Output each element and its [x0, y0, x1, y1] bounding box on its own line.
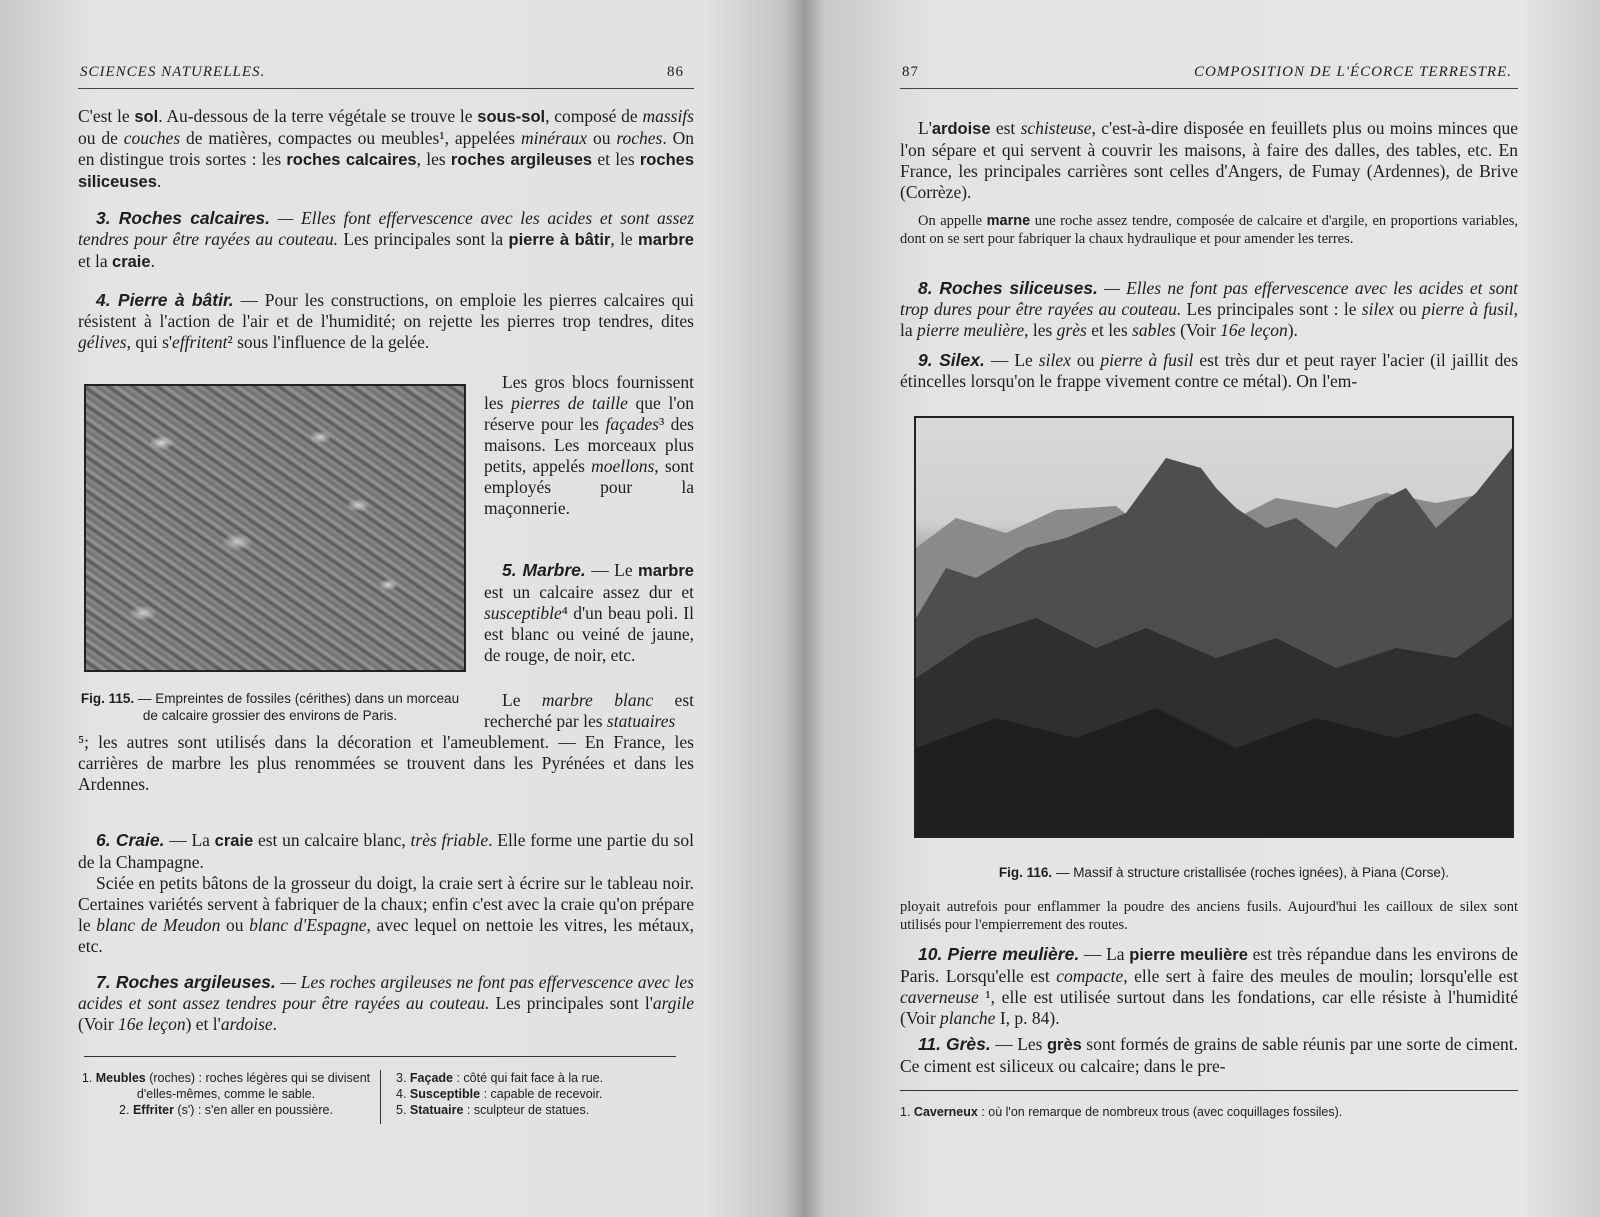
- section-gres: 11. Grès. — Les grès sont formés de grains de sable réunis par une sorte de ciment. Ce ciment est siliceux ou calcaire; dans le pre-: [900, 1034, 1518, 1076]
- running-head-title: COMPOSITION DE L'ÉCORCE TERRESTRE.: [1193, 64, 1512, 80]
- section-pierre-a-batir: 4. Pierre à bâtir. — Pour les constructions, on emploie les pierres calcaires qui résistent à l'action de l'air et de l'humidité; on rejette les pierres trop tendres, dites gélives, qui s'effritent² sous l'influence de la gelée.: [78, 290, 694, 352]
- section-heading: 8. Roches siliceuses.: [918, 278, 1098, 298]
- section-heading: 9. Silex.: [918, 350, 985, 370]
- intro-paragraph: C'est le sol. Au-dessous de la terre végétale se trouve le sous-sol, composé de massifs ou de couches de matières, compactes ou meubles¹, appelées minéraux ou roches. On en distingue trois sortes : les roches calcaires, les roches argileuses et les roches siliceuses.: [78, 106, 694, 191]
- footnotes-right-column: 3. Façade : côté qui fait face à la rue. 4. Susceptible : capable de recevoir. 5. Statuaire : sculpteur de statues.: [396, 1071, 604, 1117]
- page-number: 87: [902, 64, 919, 80]
- footnote: 1. Caverneux : où l'on remarque de nombreux trous (avec coquillages fossiles).: [900, 1105, 1343, 1119]
- section-craie: 6. Craie. — La craie est un calcaire blanc, très friable. Elle forme une partie du sol de la Champagne. Sciée en petits bâtons de la grosseur du doigt, la craie sert à écrire sur le tableau noir. Certaines variétés servent à fabriquer de la chaux; enfin c'est avec la craie qu'on prépare le blanc de Meudon ou blanc d'Espagne, avec lequel on nettoie les vitres, les métaux, etc.: [78, 830, 695, 956]
- section-heading: 10. Pierre meulière.: [918, 944, 1080, 964]
- page-number: 86: [667, 64, 684, 80]
- section-heading: 11. Grès.: [918, 1034, 991, 1054]
- right-page: [900, 0, 1518, 1217]
- figure-115-caption: Fig. 115. — Empreintes de fossiles (cérithes) dans un morceau de calcaire grossier des environs de Paris.: [80, 691, 460, 723]
- running-head: [78, 62, 694, 89]
- footnote-rule: [84, 1056, 676, 1057]
- footnote-rule: [900, 1090, 1518, 1091]
- section-marbre-continued: Le marbre blanc est recherché par les statuaires ⁵; les autres sont utilisés dans la décoration et l'ameublement. — En France, les carrières de marbre les plus renommées se trouvent dans les Pyrénées et dans les Ardennes.: [78, 690, 694, 794]
- section-roches-calcaires: 3. Roches calcaires. — Elles font effervescence avec les acides et sont assez tendres pour être rayées au couteau. Les principales sont la pierre à bâtir, le marbre et la craie.: [78, 208, 695, 271]
- section-heading: 6. Craie.: [96, 830, 165, 850]
- footnote-divider: [380, 1070, 381, 1124]
- left-page: [78, 0, 694, 1217]
- marne-paragraph: On appelle marne une roche assez tendre, composée de calcaire et d'argile, en proportions variables, dont on se sert pour fabriquer la chaux hydraulique et pour amender les terres.: [900, 213, 1518, 247]
- figure-115-fossils-photo: [84, 384, 466, 672]
- section-silex: 9. Silex. — Le silex ou pierre à fusil est très dur et peut rayer l'acier (il jaillit des étincelles lorsqu'on le frappe vivement contre ce métal). On l'em-: [900, 350, 1519, 391]
- figure-116-mountain-photo: [914, 416, 1514, 838]
- section-roches-argileuses: 7. Roches argileuses. — Les roches argileuses ne font pas effervescence avec les acides et sont assez tendres pour être rayées au couteau. Les principales sont l'argile (Voir 16e leçon) et l'ardoise.: [78, 972, 694, 1034]
- section-heading: 4. Pierre à bâtir.: [96, 290, 234, 310]
- section-pierre-meuliere: 10. Pierre meulière. — La pierre meulière est très répandue dans les environs de Paris. Lorsqu'elle est compacte, elle sert à faire des meules de moulin; lorsqu'elle est caverneuse ¹, elle est utilisée surtout dans les fondations, car elle résiste à l'humidité (Voir planche I, p. 84).: [900, 944, 1519, 1028]
- footnotes-left-column: 1. Meubles (roches) : roches légères qui se divisent d'elles-mêmes, comme le sable. 2. Effriter (s') : s'en aller en poussière.: [81, 1071, 371, 1117]
- section-heading: 3. Roches calcaires.: [96, 208, 270, 228]
- running-head: [900, 62, 1518, 89]
- section-marbre: 5. Marbre. — Le marbre est un calcaire assez dur et susceptible⁴ d'un beau poli. Il est blanc ou veiné de jaune, de rouge, de noir, etc.: [484, 560, 694, 665]
- section-roches-siliceuses: 8. Roches siliceuses. — Elles ne font pas effervescence avec les acides et sont trop dures pour être rayées au couteau. Les principales sont : le silex ou pierre à fusil, la pierre meulière, les grès et les sables (Voir 16e leçon).: [900, 278, 1518, 340]
- section-heading: 5. Marbre.: [502, 560, 586, 580]
- figure-116-caption: Fig. 116. — Massif à structure cristallisée (roches ignées), à Piana (Corse).: [998, 865, 1450, 880]
- section-silex-continued: ployait autrefois pour enflammer la poudre des anciens fusils. Aujourd'hui les cailloux de silex sont utilisés pour l'empierrement des routes.: [900, 899, 1518, 933]
- section-pierre-a-batir-continued: Les gros blocs fournissent les pierres de taille que l'on réserve pour les façades³ des maisons. Les morceaux plus petits, appelés moellons, sont employés pour la maçonnerie.: [484, 372, 694, 518]
- section-heading: 7. Roches argileuses.: [96, 972, 276, 992]
- running-head-title: SCIENCES NATURELLES.: [80, 64, 266, 80]
- ardoise-paragraph: L'ardoise est schisteuse, c'est-à-dire disposée en feuillets plus ou moins minces que l'on sépare et qui servent à couvrir les maisons, à faire des dalles, des tables, etc. En France, les principales carrières sont celles d'Angers, de Fumay (Ardennes), de Brive (Corrèze).: [900, 118, 1518, 202]
- mountain-silhouette: [916, 418, 1512, 836]
